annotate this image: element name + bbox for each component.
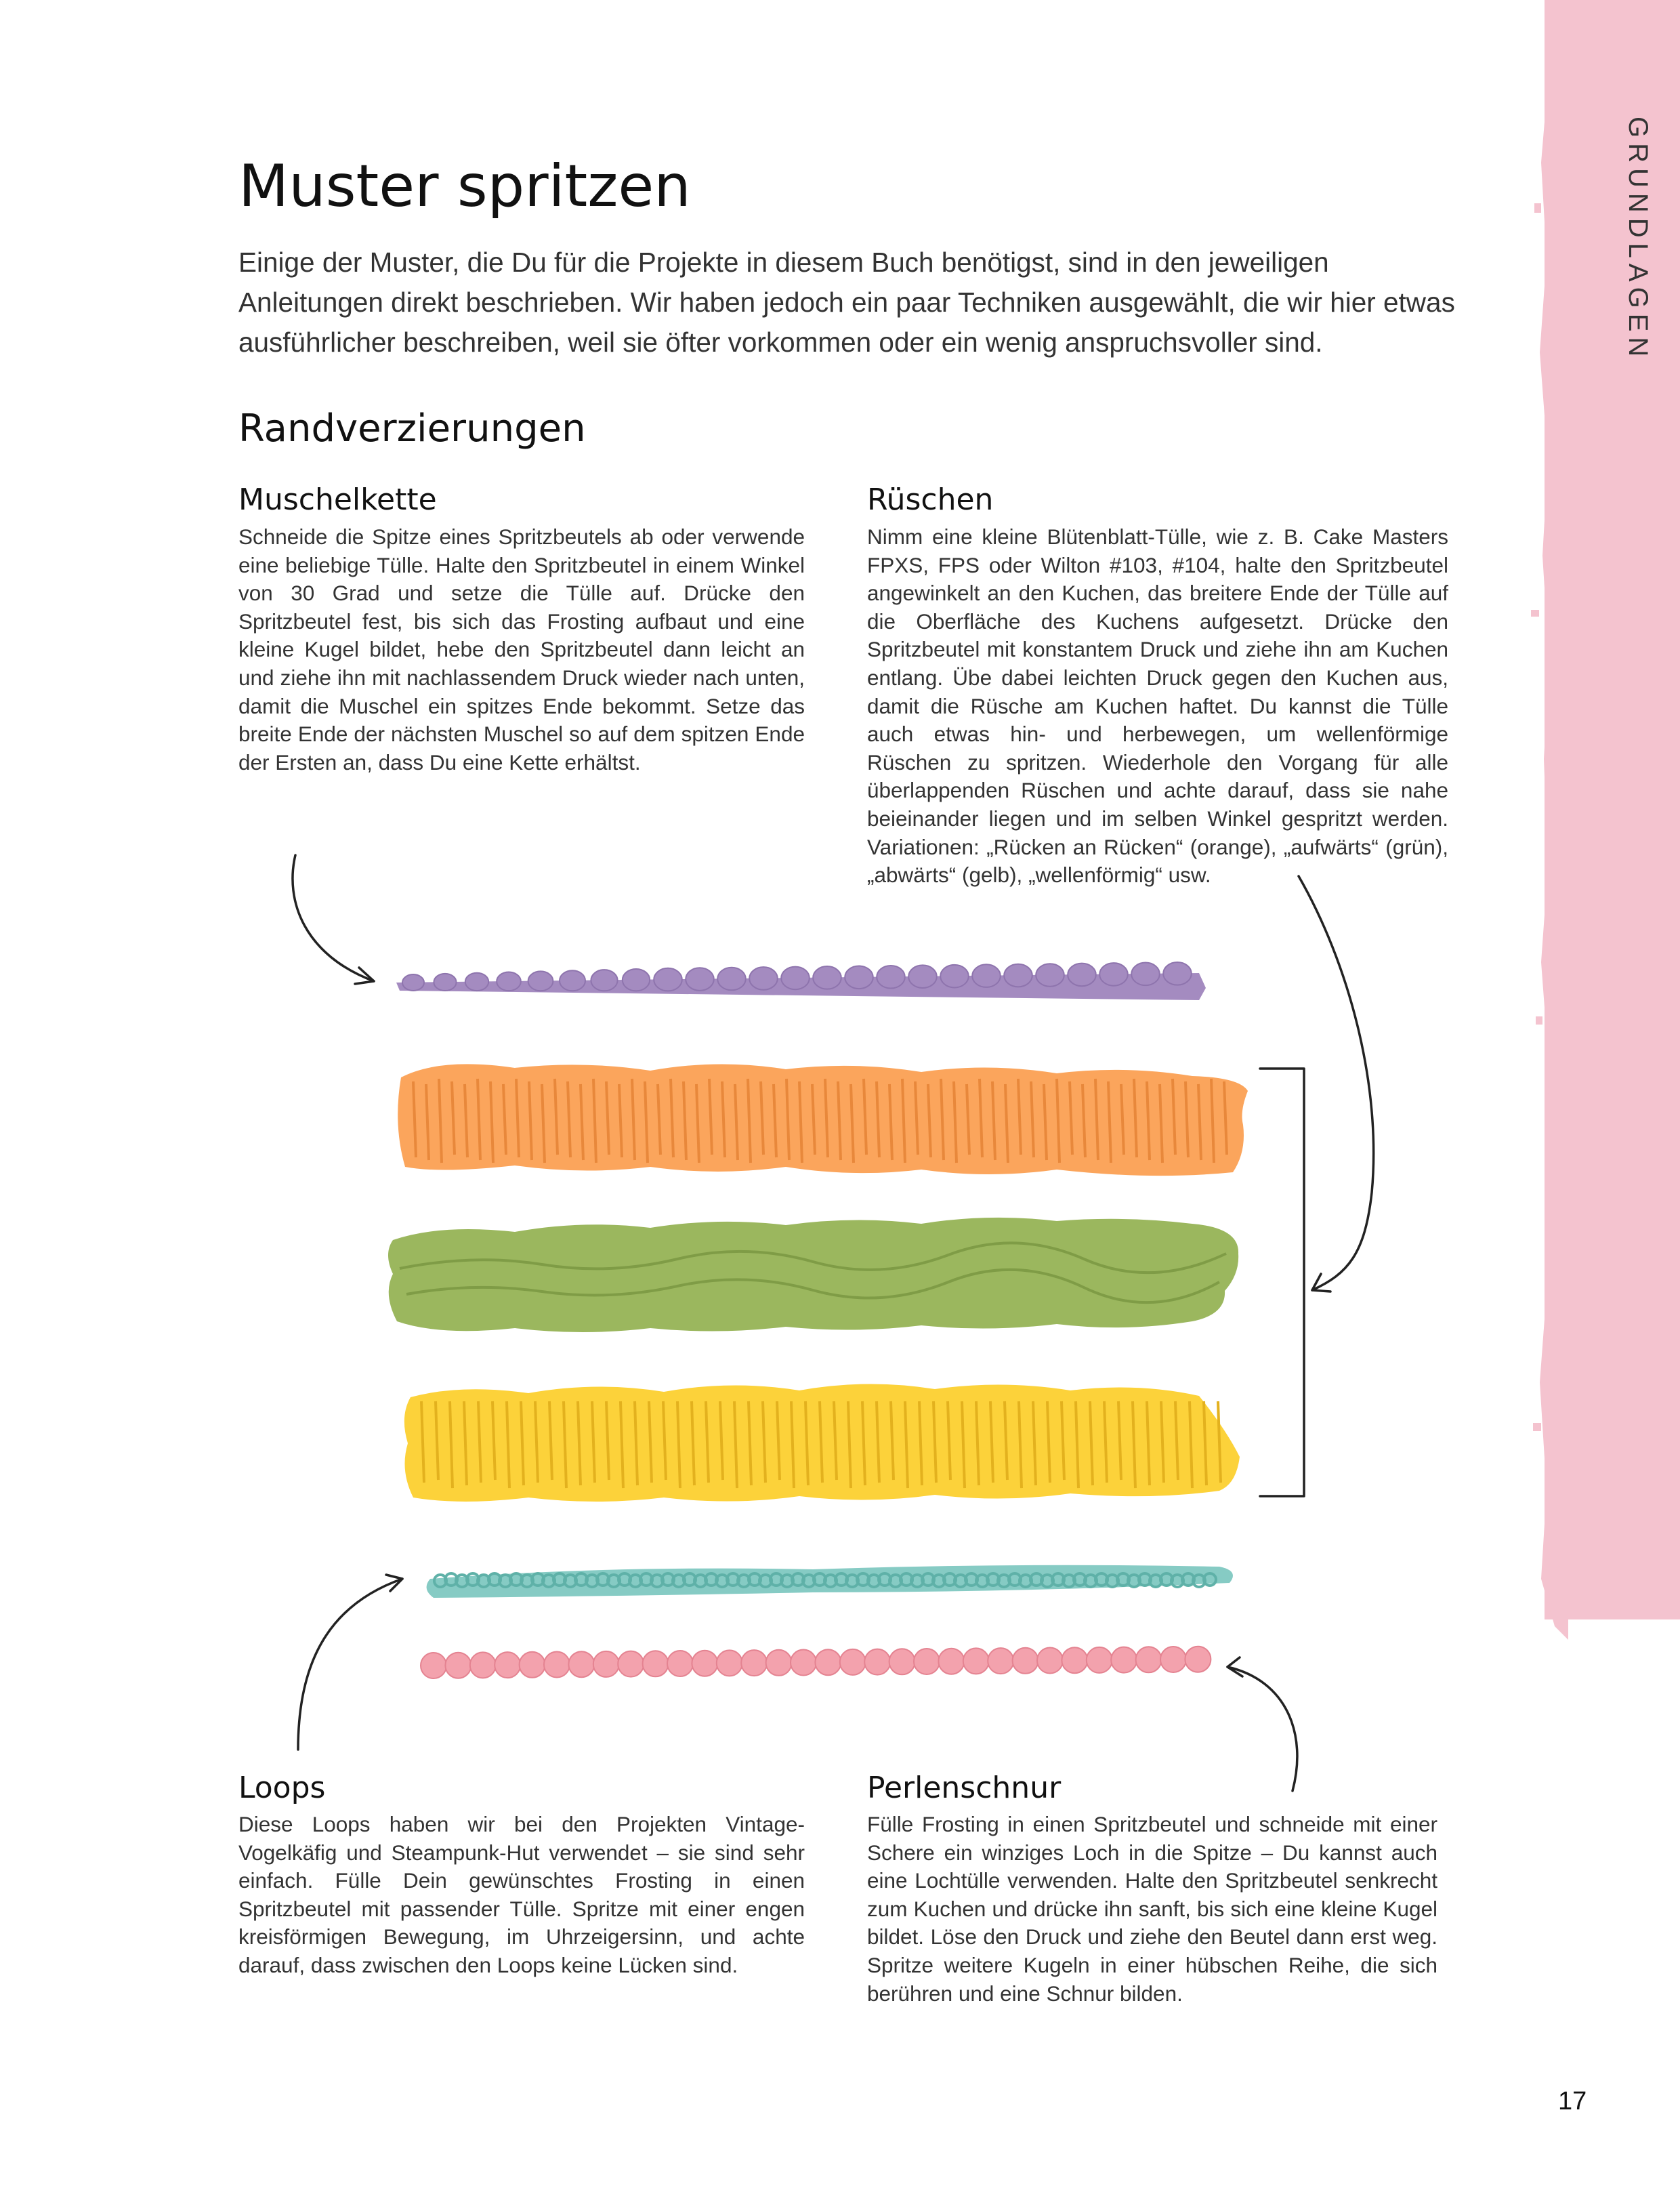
pearl-bead bbox=[568, 1651, 594, 1677]
shell-bead bbox=[402, 974, 424, 991]
shell-bead bbox=[972, 964, 1001, 987]
shell-bead bbox=[591, 970, 617, 991]
pearl-bead bbox=[470, 1652, 496, 1678]
shell-bead bbox=[940, 965, 969, 988]
pearl-bead bbox=[593, 1651, 619, 1677]
shell-bead bbox=[654, 968, 682, 991]
ruffle-bracket bbox=[1260, 1069, 1304, 1496]
section-side-label: GRUNDLAGEN bbox=[1623, 117, 1653, 363]
pearl-bead bbox=[741, 1650, 767, 1676]
pearl-bead bbox=[618, 1651, 644, 1677]
muschelkette-text: Schneide die Spitze eines Spritzbeutels ab oder verwende eine beliebige Tülle. Halte den Spritzbeutel in einem Winkel von 30 Grad und setze die Tülle auf. Drücke den Spritzbeutel fest, bis sich das Frosting aufbaut und eine kleine Kugel bildet, hebe den Spritzbeutel dann leicht an und ziehe ihn mit nachlassendem Druck wieder nach unten, damit die Muschel ein spitzes Ende bekommt. Setze das breite Ende der nächsten Muschel so auf dem spitzen Ende der Ersten an, dass Du eine Kette erhältst. bbox=[238, 524, 805, 775]
pearl-bead bbox=[520, 1652, 545, 1678]
pearl-bead bbox=[889, 1649, 915, 1674]
shell-bead bbox=[1163, 962, 1192, 985]
pearl-bead bbox=[692, 1651, 717, 1676]
ruffle-green-sample bbox=[388, 1218, 1238, 1332]
shell-arrow bbox=[293, 855, 374, 981]
loops-heading: Loops bbox=[238, 1771, 326, 1805]
pearl-bead bbox=[1062, 1647, 1087, 1673]
pearl-bead bbox=[766, 1650, 792, 1676]
page-number: 17 bbox=[1558, 2087, 1587, 2115]
pearl-bead bbox=[445, 1653, 471, 1678]
shell-bead bbox=[781, 967, 810, 990]
intro-paragraph: Einige der Muster, die Du für die Projekte in diesem Buch benötigst, sind in den jeweiligen Anleitungen direkt beschrieben. Wir haben jedoch ein paar Techniken ausgewählt, die wir hier etwas ausführlicher beschreiben, weil sie öfter vorkommen oder ein wenig anspruchsvoller sind. bbox=[238, 247, 1455, 358]
page-title: Muster spritzen bbox=[238, 152, 691, 220]
pearl-bead bbox=[1136, 1647, 1162, 1672]
shell-bead bbox=[877, 966, 905, 989]
pearl-bead bbox=[1111, 1647, 1137, 1673]
shell-bead bbox=[1099, 963, 1128, 986]
pearl-bead bbox=[1037, 1648, 1063, 1674]
pearl-bead bbox=[864, 1649, 890, 1675]
pearl-bead bbox=[1185, 1647, 1211, 1672]
pearl-bead bbox=[544, 1652, 570, 1678]
shell-bead bbox=[434, 974, 456, 991]
ruffle-yellow-sample bbox=[404, 1384, 1240, 1502]
shell-bead bbox=[813, 966, 841, 989]
pearl-bead bbox=[988, 1648, 1013, 1674]
shell-bead bbox=[623, 969, 650, 991]
pearl-string-sample bbox=[421, 1647, 1211, 1678]
pearl-bead bbox=[914, 1649, 940, 1674]
ruffle-orange-sample bbox=[398, 1064, 1248, 1176]
pearl-bead bbox=[1013, 1648, 1038, 1674]
loops-text: Diese Loops haben wir bei den Projekten Vintage-Vogelkäfig und Steampunk-Hut verwendet – sie sind sehr einfach. Fülle Dein gewünschtes Frosting in einen Spritzbeutel mit passender Tülle. Spritze mit einer engen kreisförmigen Bewegung, im Uhrzeigersinn, und achte darauf, dass zwischen den Loops keine Lücken sind. bbox=[238, 1812, 805, 1977]
shell-bead bbox=[1131, 963, 1160, 986]
shell-bead bbox=[908, 965, 937, 988]
pearl-bead bbox=[938, 1649, 964, 1674]
shell-chain-sample bbox=[396, 962, 1206, 1000]
shell-bead bbox=[497, 972, 521, 991]
perlenschnur-text: Fülle Frosting in einen Spritzbeutel und schneide mit einer Schere ein winziges Loch in die Spitze – Du kannst auch eine Lochtülle verwenden. Halte den Spritzbeutel senkrecht zum Kuchen und drücke ihn sanft, bis sich eine kleine Kugel bildet. Löse den Druck und ziehe den Beutel dann erst weg. Spritze weitere Kugeln in einer hübschen Reihe, die sich berühren und eine Schnur bilden. bbox=[867, 1812, 1437, 2006]
rueschen-text: Nimm eine kleine Blütenblatt-Tülle, wie z. B. Cake Masters FPXS, FPS oder Wilton #103, #104, halte den Spritzbeutel angewinkelt an den Kuchen, das breitere Ende der Tülle auf die Oberfläche des Kuchens aufgesetzt. Drücke den Spritzbeutel mit konstantem Druck und ziehe ihn am Kuchen entlang. Übe dabei leichten Druck gegen den Kuchen aus, damit die Rüsche am Kuchen haftet. Du kannst die Tülle auch etwas hin- und herbewegen, um wellenförmige Rüschen zu spritzen. Wiederhole den Vorgang für alle überlappenden Rüschen und achte darauf, dass sie nahe beieinander liegen und im selben Winkel gespritzt werden. Variationen: „Rücken an Rücken“ (orange), „aufwärts“ (grün), „abwärts“ (gelb), „wellenförmig“ usw. bbox=[867, 524, 1448, 888]
ruffle-arrow bbox=[1299, 876, 1374, 1290]
shell-arrowhead-icon bbox=[355, 968, 374, 984]
loops-sample bbox=[427, 1565, 1233, 1598]
pearl-bead bbox=[667, 1651, 693, 1676]
muschelkette-heading: Muschelkette bbox=[238, 482, 437, 517]
shell-bead bbox=[528, 971, 553, 991]
perlenschnur-heading: Perlenschnur bbox=[867, 1771, 1062, 1805]
rueschen-heading: Rüschen bbox=[867, 482, 994, 517]
shell-bead bbox=[686, 968, 714, 991]
section-title: Randverzierungen bbox=[238, 407, 586, 451]
pearl-bead bbox=[963, 1648, 989, 1674]
shell-bead bbox=[749, 967, 778, 990]
pearl-bead bbox=[643, 1651, 669, 1676]
pearl-bead bbox=[1087, 1647, 1112, 1673]
shell-bead bbox=[560, 970, 585, 991]
loops-arrow bbox=[298, 1579, 402, 1750]
shell-bead bbox=[1068, 964, 1096, 987]
shell-bead bbox=[845, 966, 873, 989]
shell-bead bbox=[1036, 964, 1064, 987]
shell-bead bbox=[1004, 964, 1032, 987]
pearl-bead bbox=[791, 1650, 816, 1676]
pearl-bead bbox=[495, 1652, 520, 1678]
pearl-bead bbox=[815, 1649, 841, 1675]
pearl-bead bbox=[421, 1653, 446, 1678]
pearl-arrow bbox=[1227, 1667, 1297, 1791]
pearl-bead bbox=[717, 1650, 742, 1676]
shell-bead bbox=[465, 973, 488, 991]
pearl-bead bbox=[840, 1649, 866, 1675]
pearl-bead bbox=[1160, 1647, 1186, 1672]
shell-bead bbox=[717, 968, 746, 991]
